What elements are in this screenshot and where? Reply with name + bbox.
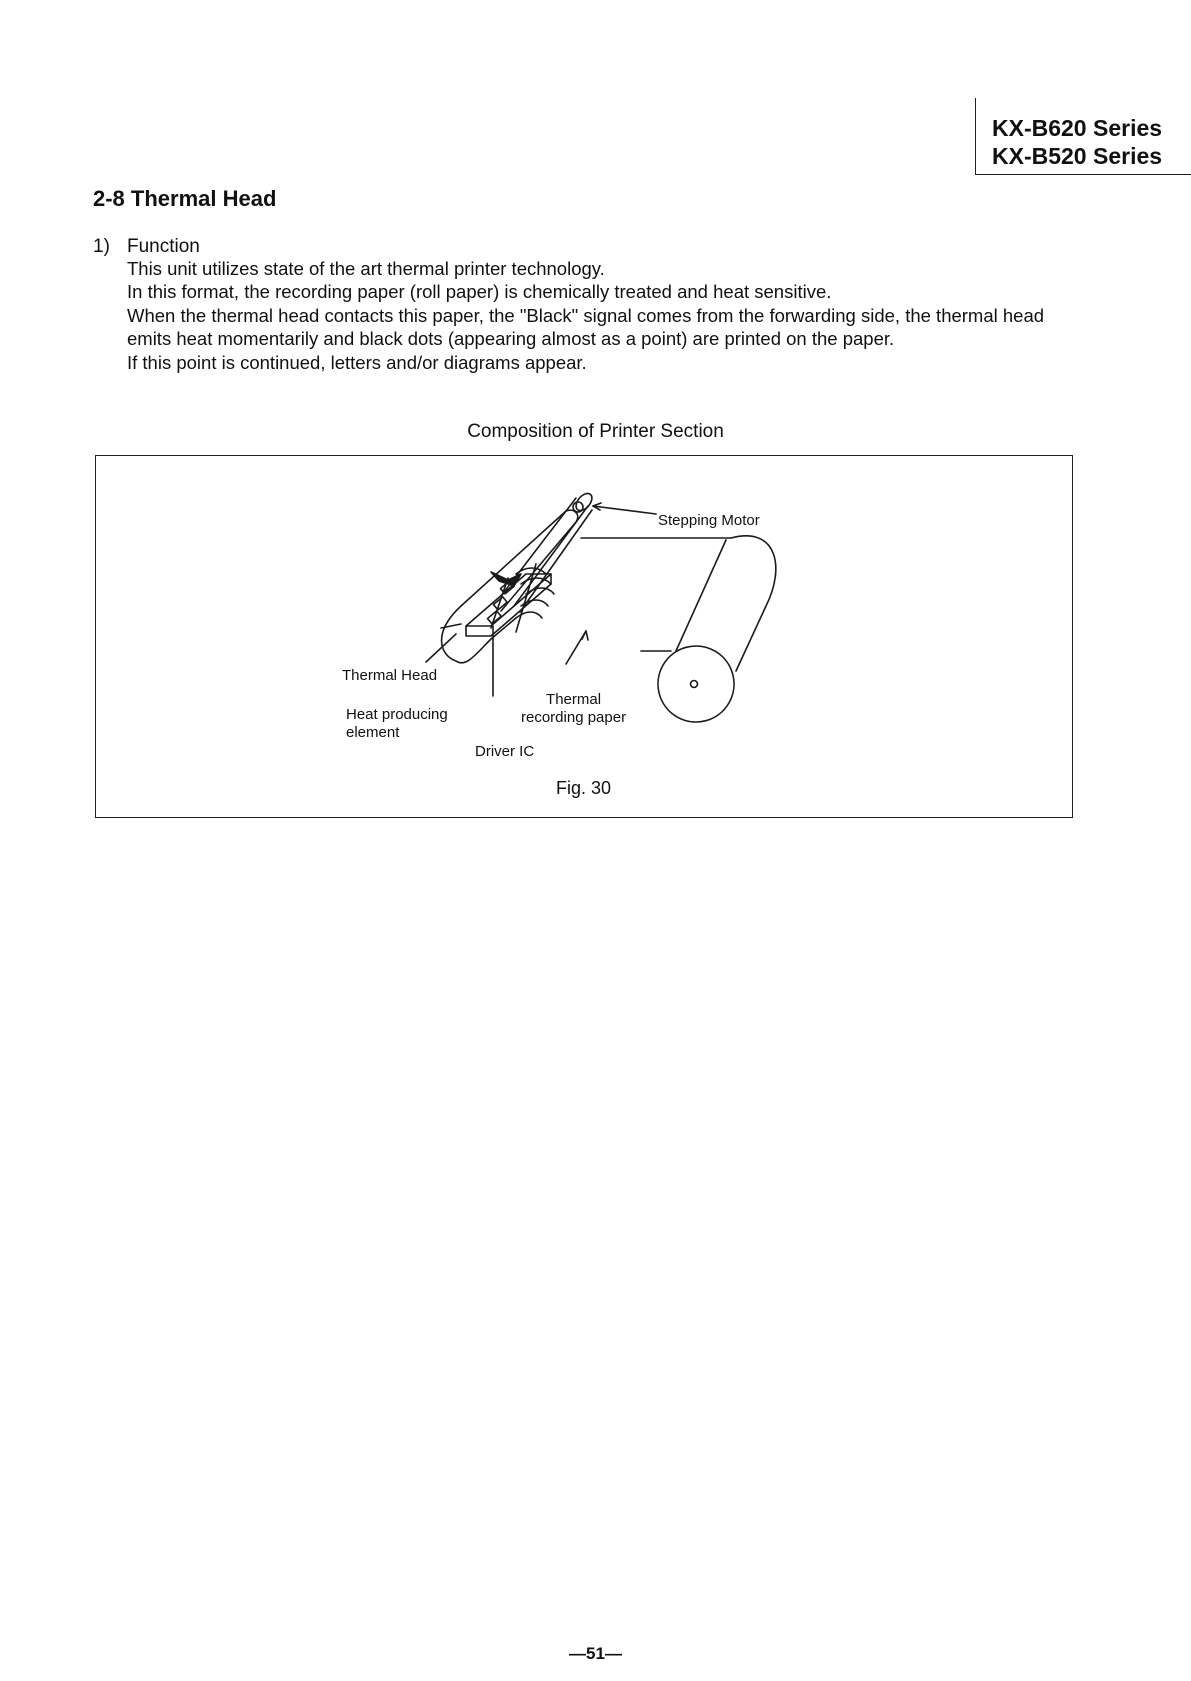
- paper-right-loop: [731, 536, 776, 671]
- label-stepping-motor: Stepping Motor: [658, 512, 760, 529]
- paper-roll-core: [691, 681, 698, 688]
- label-driver-ic: Driver IC: [475, 743, 535, 760]
- page-number: —51—: [569, 1644, 622, 1663]
- figure-caption: Composition of Printer Section: [467, 421, 724, 442]
- label-line: element: [346, 724, 400, 741]
- printer-figure: [95, 455, 1073, 818]
- paper-leading-edge-inner: [501, 510, 578, 611]
- series-line-2: KX-B520 Series: [992, 143, 1163, 169]
- leader-paper-arrow: [582, 631, 588, 640]
- paragraph: If this point is continued, letters and/or diagrams appear.: [127, 351, 587, 373]
- series-line-1: KX-B620 Series: [992, 115, 1163, 141]
- label-line: Thermal: [546, 691, 602, 708]
- paragraph: When the thermal head contacts this paper, the "Black" signal comes from the forwarding side, the thermal head emits heat momentarily and black dots (appearing almost as a point) are printed on the paper.: [127, 304, 1045, 350]
- paper-right-inner: [676, 540, 726, 651]
- leader-stepping-motor: [593, 506, 656, 514]
- paragraph: In this format, the recording paper (roll paper) is chemically treated and heat sensitive.: [127, 281, 832, 303]
- model-series-box: [975, 98, 1191, 175]
- driver-ic-chip: [493, 597, 507, 610]
- section-title: 2-8 Thermal Head: [93, 186, 277, 211]
- leader-thermal-head: [441, 624, 461, 628]
- label-heat-producing-element: [346, 706, 448, 742]
- label-line: recording paper: [521, 709, 627, 726]
- figure-number: Fig. 30: [555, 778, 612, 798]
- label-line: Heat producing: [346, 706, 448, 723]
- printer-diagram: [96, 456, 1071, 816]
- label-thermal-recording-paper: [521, 691, 626, 727]
- label-thermal-head: Thermal Head: [342, 667, 438, 684]
- function-description: [127, 257, 1077, 374]
- item-title: Function: [127, 236, 200, 257]
- paragraph: This unit utilizes state of the art thermal printer technology.: [127, 258, 605, 279]
- item-number: 1): [93, 236, 110, 257]
